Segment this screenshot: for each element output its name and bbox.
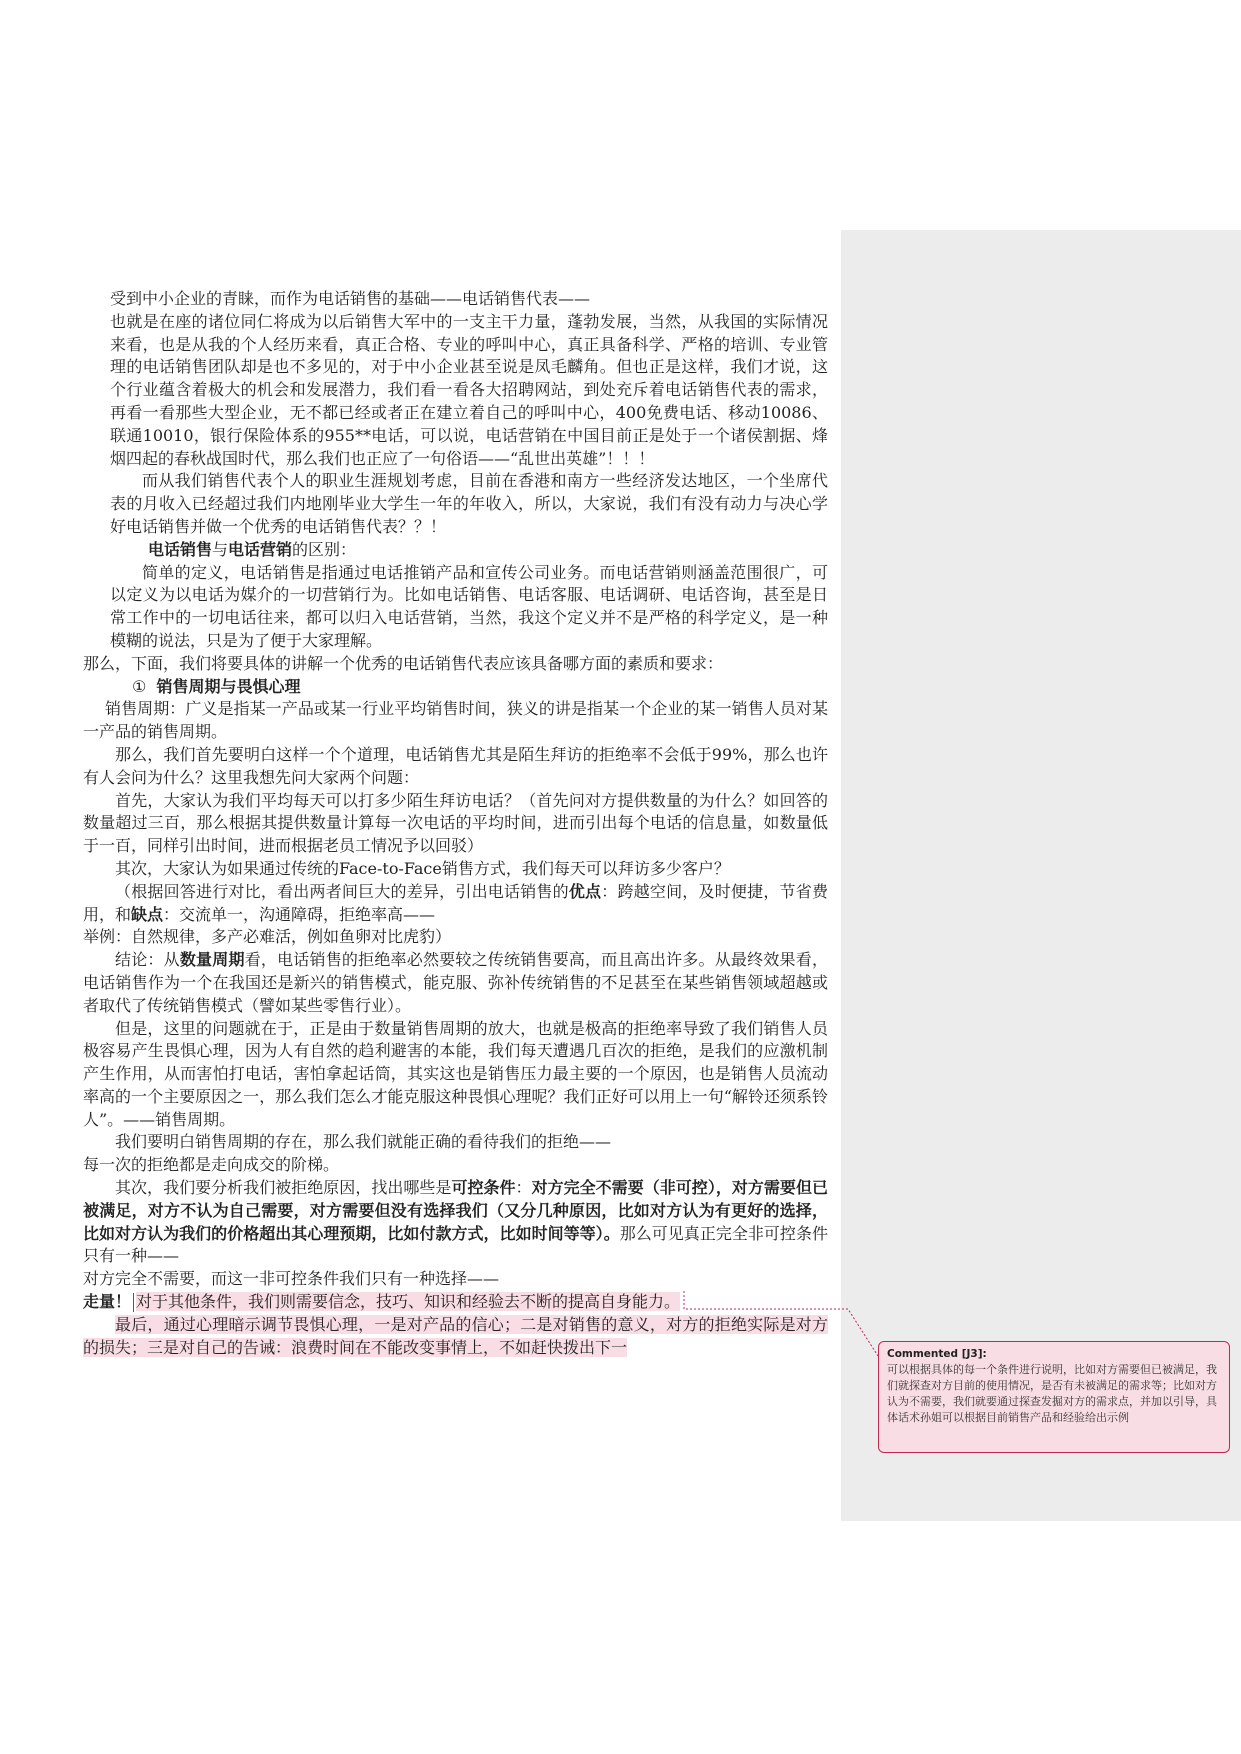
paragraph — [83, 1177, 828, 1268]
comment-anchor-start — [133, 1293, 134, 1312]
section-heading — [83, 676, 828, 699]
term-telesales: 电话销售 — [148, 539, 213, 559]
paragraph: 那么，下面，我们将要具体的讲解一个优秀的电话销售代表应该具备哪方面的素质和要求： — [83, 653, 724, 673]
paragraph — [83, 881, 828, 927]
text-strengths: 优点 — [568, 881, 602, 901]
diff-heading — [83, 539, 828, 562]
paragraph: 每一次的拒绝都是走向成交的阶梯。 — [83, 1155, 340, 1175]
paragraph: 对方完全不需要，而这一非可控条件我们只有一种选择—— — [83, 1269, 500, 1289]
text-weaknesses: 缺点 — [131, 904, 164, 924]
comment-author: Commented [J3]: — [887, 1348, 987, 1360]
paragraph: 销售周期：广义是指某一产品或某一行业平均销售时间，狭义的讲是指某一个企业的某一销售人员对某一产品的销售周期。 — [83, 699, 828, 742]
comment-pane — [841, 230, 1241, 1521]
paragraph: 其次，大家认为如果通过传统的Face-to-Face销售方式，我们每天可以拜访多少客户？ — [115, 858, 730, 878]
comment-balloon[interactable] — [878, 1341, 1230, 1453]
paragraph: 但是，这里的问题就在于，正是由于数量销售周期的放大，也就是极高的拒绝率导致了我们销售人员极容易产生畏惧心理，因为人有自然的趋利避害的本能，我们每天遭遇几百次的拒绝，是我们的应激机制产生作用，从而害怕打电话，害怕拿起话筒，其实这也是销售压力最主要的一个原因，也是销售人员流动率高的一个主要原因之一，那么我们怎么才能克服这种畏惧心理呢？我们正好可以用上一句“解铃还须系铃人”。——销售周期。 — [83, 1018, 828, 1129]
text: 看，电话销售的拒绝率必然要较之传统销售要高，而且高出许多。从最终效果看，电话销售作为一个在我国还是新兴的销售模式，能克服、弥补传统销售的不足甚至在某些销售领域超越或者取代了传统销售模式（譬如某些零售行业）。 — [83, 950, 828, 1015]
text-controllable: 可控条件 — [451, 1178, 516, 1198]
text-and: 与 — [212, 539, 229, 559]
paragraph — [83, 1291, 828, 1314]
paragraph: 受到中小企业的青睐，而作为电话销售的基础——电话销售代表—— — [110, 289, 591, 308]
text-bold-conditions: 对方完全不需要（非可控），对方需要但已被满足，对方不认为自己需要，对方需要但没有选择我们（又分几种原因，比如对方认为有更好的选择，比如对方认为我们的价格超出其心理预期，比如付款方式，比如时间等等）。 — [83, 1178, 828, 1243]
text: 那么可见真正完全非可控条件只有一种—— — [83, 1223, 828, 1266]
document-body — [83, 288, 828, 1359]
commented-text[interactable]: 最后，通过心理暗示调节畏惧心理，一是对产品的信心；二是对销售的意义，对方的拒绝实际是对方的损失；三是对自己的告诫：浪费时间在不能改变事情上，不如赶快拨出下一 — [83, 1314, 828, 1357]
text-volume: 走量！ — [83, 1292, 132, 1312]
text: 其次，我们要分析我们被拒绝原因，找出哪些是 — [115, 1178, 452, 1198]
paragraph — [83, 949, 828, 1017]
text-difference: 的区别： — [292, 539, 357, 559]
paragraph: 举例：自然规律，多产必难活，例如鱼卵对比虎豹） — [83, 927, 452, 947]
section-number: ① — [132, 676, 147, 696]
paragraph: 那么，我们首先要明白这样一个个道理，电话销售尤其是陌生拜访的拒绝率不会低于99%，那么也许有人会问为什么？这里我想先问大家两个问题： — [83, 744, 828, 787]
text-quantity-cycle: 数量周期 — [179, 950, 245, 970]
paragraph: 首先，大家认为我们平均每天可以打多少陌生拜访电话？（首先问对方提供数量的为什么？如回答的数量超过三百，那么根据其提供数量计算每一次电话的平均时间，进而引出每个电话的信息量，如数量低于一百，同样引出时间，进而根据老员工情况予以回驳） — [83, 790, 828, 856]
text: ：交流单一，沟通障碍，拒绝率高—— — [163, 904, 436, 924]
term-telemarketing: 电话营销 — [228, 539, 293, 559]
text: ： — [515, 1178, 532, 1198]
paragraph: 而从我们销售代表个人的职业生涯规划考虑，目前在香港和南方一些经济发达地区，一个坐席代表的月收入已经超过我们内地刚毕业大学生一年的年收入，所以，大家说，我们有没有动力与决心学好电话销售并做一个优秀的电话销售代表？？！ — [110, 471, 828, 536]
section-title: 销售周期与畏惧心理 — [156, 676, 301, 696]
text: ：跨越空间，及时便捷，节省费用，和 — [83, 881, 828, 924]
paragraph: 简单的定义，电话销售是指通过电话推销产品和宣传公司业务。而电话营销则涵盖范围很广，可以定义为以电话为媒介的一切营销行为。比如电话销售、电话客服、电话调研、电话咨询，甚至是日常工作中的一切电话往来，都可以归入电话营销，当然，我这个定义并不是严格的科学定义，是一种模糊的说法，只是为了便于大家理解。 — [110, 562, 828, 650]
paragraph — [83, 1314, 828, 1360]
comment-text: 可以根据具体的每一个条件进行说明，比如对方需要但已被满足，我们就探查对方目前的使用情况，是否有未被满足的需求等；比如对方认为不需要，我们就要通过探查发掘对方的需求点，并加以引导，具体话术孙姐可以根据目前销售产品和经验给出示例 — [887, 1363, 1217, 1424]
text: （根据回答进行对比，看出两者间巨大的差异，引出电话销售的 — [115, 881, 569, 901]
paragraph: 也就是在座的诸位同仁将成为以后销售大军中的一支主干力量，蓬勃发展，当然，从我国的实际情况来看，也是从我的个人经历来看，真正合格、专业的呼叫中心，真正具备科学、严格的培训、专业管理的电话销售团队却是也不多见的，对于中小企业甚至说是凤毛麟角。但也正是这样，我们才说，这个行业蕴含着极大的机会和发展潜力，我们看一看各大招聘网站，到处充斥着电话销售代表的需求，再看一看那些大型企业，无不都已经或者正在建立着自己的呼叫中心，400免费电话、移动10086、联通10010，银行保险体系的955**电话，可以说，电话营销在中国目前正是处于一个诸侯割据、烽烟四起的春秋战国时代，那么我们也正应了一句俗语——“乱世出英雄”！！！ — [110, 311, 828, 468]
commented-text[interactable]: 对于其他条件，我们则需要信念，技巧、知识和经验去不断的提高自身能力。 — [136, 1292, 681, 1312]
text: 结论：从 — [115, 950, 180, 970]
paragraph: 我们要明白销售周期的存在，那么我们就能正确的看待我们的拒绝—— — [115, 1132, 612, 1152]
